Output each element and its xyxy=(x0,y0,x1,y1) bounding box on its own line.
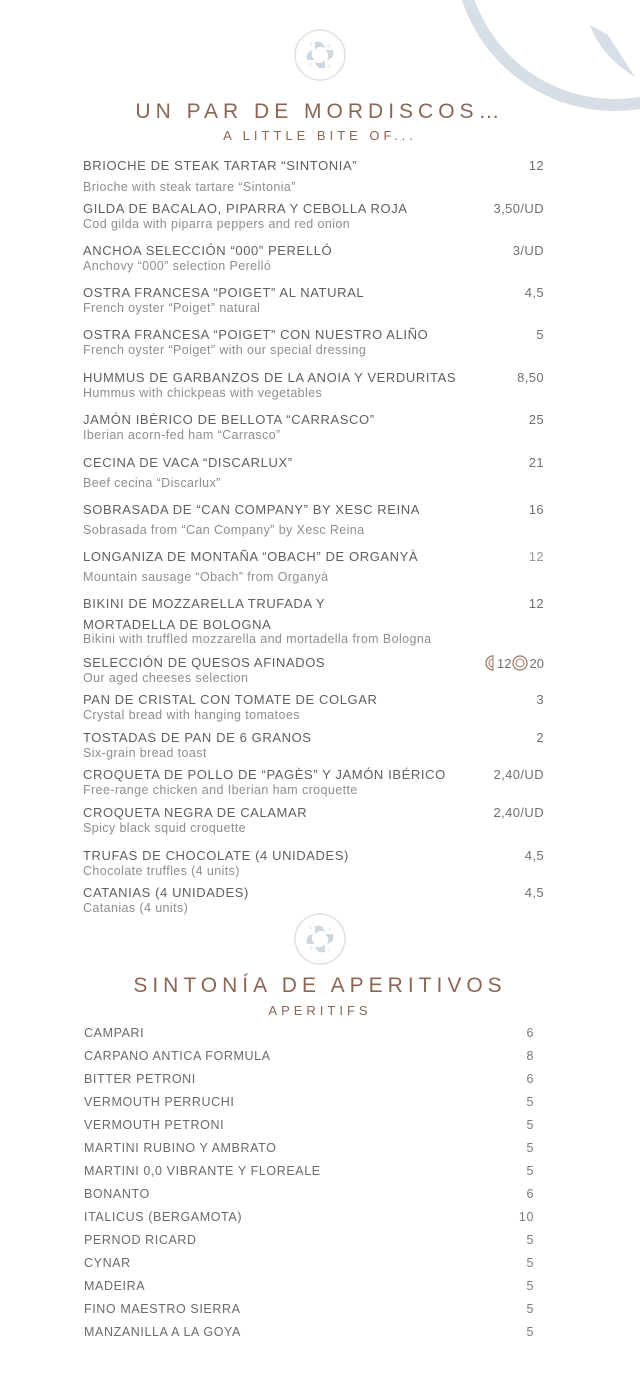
item-price: 2,40/UD xyxy=(493,767,544,782)
full-portion-price xyxy=(512,655,544,671)
section-subtitle-bites: A LITTLE BITE OF... xyxy=(223,128,417,143)
item-desc: Iberian acorn-fed ham “Carrasco” xyxy=(83,428,281,442)
item-desc: Crystal bread with hanging tomatoes xyxy=(83,708,300,722)
item-desc: Sobrasada from “Can Company” by Xesc Reina xyxy=(83,523,365,537)
drink-price: 5 xyxy=(526,1233,534,1247)
item-price: 12 xyxy=(528,158,544,173)
item-price: 2,40/UD xyxy=(493,805,544,820)
drink-item xyxy=(84,1141,534,1155)
drink-price: 6 xyxy=(526,1187,534,1201)
item-name: OSTRA FRANCESA “POIGET” AL NATURAL xyxy=(83,285,365,300)
drink-name: BONANTO xyxy=(84,1187,150,1201)
full-portion-value: 20 xyxy=(529,656,544,671)
item-desc: Spicy black squid croquette xyxy=(83,821,246,835)
section-title-aperitifs: SINTONÍA DE APERITIVOS xyxy=(133,974,507,997)
drink-name: MARTINI 0,0 VIBRANTE Y FLOREALE xyxy=(84,1164,321,1178)
item-price: 12 xyxy=(528,549,544,564)
half-plate-icon xyxy=(483,655,495,671)
item-desc: Beef cecina “Discarlux” xyxy=(83,476,221,490)
item-desc: Chocolate truffles (4 units) xyxy=(83,864,240,878)
item-name: TRUFAS DE CHOCOLATE (4 UNIDADES) xyxy=(83,848,349,863)
item-name: CROQUETA DE POLLO DE “PAGÈS” Y JAMÓN IBÉRICO xyxy=(83,767,446,782)
drink-name: MANZANILLA A LA GOYA xyxy=(84,1325,241,1339)
drink-price: 6 xyxy=(526,1026,534,1040)
half-portion-price xyxy=(483,655,511,671)
item-desc: Hummus with chickpeas with vegetables xyxy=(83,386,323,400)
item-desc: French oyster “Poiget” natural xyxy=(83,301,261,315)
drink-item xyxy=(84,1256,534,1270)
item-desc: Catanias (4 units) xyxy=(83,901,189,915)
drink-item xyxy=(84,1233,534,1247)
menu-item xyxy=(83,848,544,878)
drink-item xyxy=(84,1026,534,1040)
item-price: 25 xyxy=(528,412,544,427)
item-price: 3,50/UD xyxy=(493,201,544,216)
item-price: 5 xyxy=(536,327,544,342)
menu-item xyxy=(83,327,544,357)
item-price: 8,50 xyxy=(517,370,544,385)
drink-price: 5 xyxy=(526,1141,534,1155)
drink-price: 10 xyxy=(518,1210,534,1224)
item-desc: Six-grain bread toast xyxy=(83,746,207,760)
drink-price: 5 xyxy=(526,1302,534,1316)
menu-item xyxy=(83,502,544,537)
item-name: TOSTADAS DE PAN DE 6 GRANOS xyxy=(83,730,312,745)
item-name: GILDA DE BACALAO, PIPARRA Y CEBOLLA ROJA xyxy=(83,201,408,216)
item-name: CATANIAS (4 UNIDADES) xyxy=(83,885,249,900)
drink-price: 6 xyxy=(526,1072,534,1086)
item-name: PAN DE CRISTAL CON TOMATE DE COLGAR xyxy=(83,692,378,707)
menu-item xyxy=(83,201,544,231)
item-name: CROQUETA NEGRA DE CALAMAR xyxy=(83,805,308,820)
item-desc: Cod gilda with piparra peppers and red onion xyxy=(83,217,351,231)
menu-item xyxy=(83,692,544,722)
item-price: 4,5 xyxy=(524,848,544,863)
drink-price: 8 xyxy=(526,1049,534,1063)
menu-item xyxy=(83,767,544,797)
menu-item xyxy=(83,412,544,442)
item-desc: Mountain sausage “Obach” from Organyà xyxy=(83,570,329,584)
menu-item xyxy=(83,370,544,400)
lauburu-logo-icon xyxy=(293,28,347,82)
item-price: 4,5 xyxy=(524,285,544,300)
item-name: SOBRASADA DE “CAN COMPANY” BY XESC REINA xyxy=(83,502,421,517)
section-title-bites: UN PAR DE MORDISCOS… xyxy=(135,100,505,123)
item-name: BIKINI DE MOZZARELLA TRUFADA Y xyxy=(83,596,326,611)
item-price: 3 xyxy=(536,692,544,707)
menu-item xyxy=(83,805,544,835)
drink-item xyxy=(84,1302,534,1316)
drink-name: PERNOD RICARD xyxy=(84,1233,197,1247)
item-name: OSTRA FRANCESA “POIGET” CON NUESTRO ALIÑO xyxy=(83,327,429,342)
drink-name: VERMOUTH PERRUCHI xyxy=(84,1095,235,1109)
item-desc: French oyster “Poiget” with our special dressing xyxy=(83,343,367,357)
drink-price: 5 xyxy=(526,1279,534,1293)
item-name: LONGANIZA DE MONTAÑA “OBACH” DE ORGANYÀ xyxy=(83,549,419,564)
drink-item xyxy=(84,1325,534,1339)
item-name-line2: MORTADELLA DE BOLOGNA xyxy=(83,617,272,632)
item-name: SELECCIÓN DE QUESOS AFINADOS xyxy=(83,655,326,670)
menu-item xyxy=(83,455,544,490)
drink-name: FINO MAESTRO SIERRA xyxy=(84,1302,241,1316)
drink-price: 5 xyxy=(526,1256,534,1270)
drink-price: 5 xyxy=(526,1164,534,1178)
menu-item xyxy=(83,730,544,760)
item-price: 12 xyxy=(528,596,544,611)
item-desc: Anchovy “000” selection Perelló xyxy=(83,259,272,273)
drink-name: MARTINI RUBINO Y AMBRATO xyxy=(84,1141,277,1155)
half-portion-value: 12 xyxy=(497,656,512,671)
drink-name: BITTER PETRONI xyxy=(84,1072,196,1086)
drink-price: 5 xyxy=(526,1118,534,1132)
menu-item xyxy=(83,655,544,685)
item-name: JAMÓN IBÉRICO DE BELLOTA “CARRASCO” xyxy=(83,412,375,427)
lauburu-emblem-icon xyxy=(450,0,640,115)
item-price: 21 xyxy=(528,455,544,470)
lauburu-logo-icon xyxy=(293,912,347,966)
drink-name: VERMOUTH PETRONI xyxy=(84,1118,225,1132)
drink-item xyxy=(84,1164,534,1178)
item-price: 16 xyxy=(528,502,544,517)
drink-name: CARPANO ANTICA FORMULA xyxy=(84,1049,271,1063)
drink-item xyxy=(84,1210,534,1224)
menu-item xyxy=(83,549,544,584)
item-name: ANCHOA SELECCIÓN “000” PERELLÓ xyxy=(83,243,333,258)
item-desc: Bikini with truffled mozzarella and mortadella from Bologna xyxy=(83,632,432,646)
item-name: HUMMUS DE GARBANZOS DE LA ANOIA Y VERDURITAS xyxy=(83,370,457,385)
item-name: BRIOCHE DE STEAK TARTAR “SINTONIA” xyxy=(83,158,358,173)
menu-item xyxy=(83,243,544,273)
drink-name: CAMPARI xyxy=(84,1026,145,1040)
drink-name: MADEIRA xyxy=(84,1279,146,1293)
item-price: 2 xyxy=(536,730,544,745)
item-desc: Free-range chicken and Iberian ham croquette xyxy=(83,783,358,797)
section-subtitle-aperitifs: APERITIFS xyxy=(268,1003,372,1018)
drink-item xyxy=(84,1095,534,1109)
item-desc: Our aged cheeses selection xyxy=(83,671,249,685)
drink-price: 5 xyxy=(526,1095,534,1109)
drink-price: 5 xyxy=(526,1325,534,1339)
item-name: CECINA DE VACA “DISCARLUX” xyxy=(83,455,293,470)
menu-item xyxy=(83,158,544,194)
drink-item xyxy=(84,1118,534,1132)
menu-item xyxy=(83,596,544,646)
drink-item xyxy=(84,1072,534,1086)
drink-name: CYNAR xyxy=(84,1256,131,1270)
item-price: 4,5 xyxy=(524,885,544,900)
item-price: 3/UD xyxy=(512,243,544,258)
drink-name: ITALICUS (BERGAMOTA) xyxy=(84,1210,243,1224)
menu-item xyxy=(83,885,544,915)
full-plate-icon xyxy=(512,655,528,671)
drink-item xyxy=(84,1187,534,1201)
drink-item xyxy=(84,1049,534,1063)
drink-item xyxy=(84,1279,534,1293)
menu-item xyxy=(83,285,544,315)
item-desc: Brioche with steak tartare “Sintonia” xyxy=(83,180,296,194)
